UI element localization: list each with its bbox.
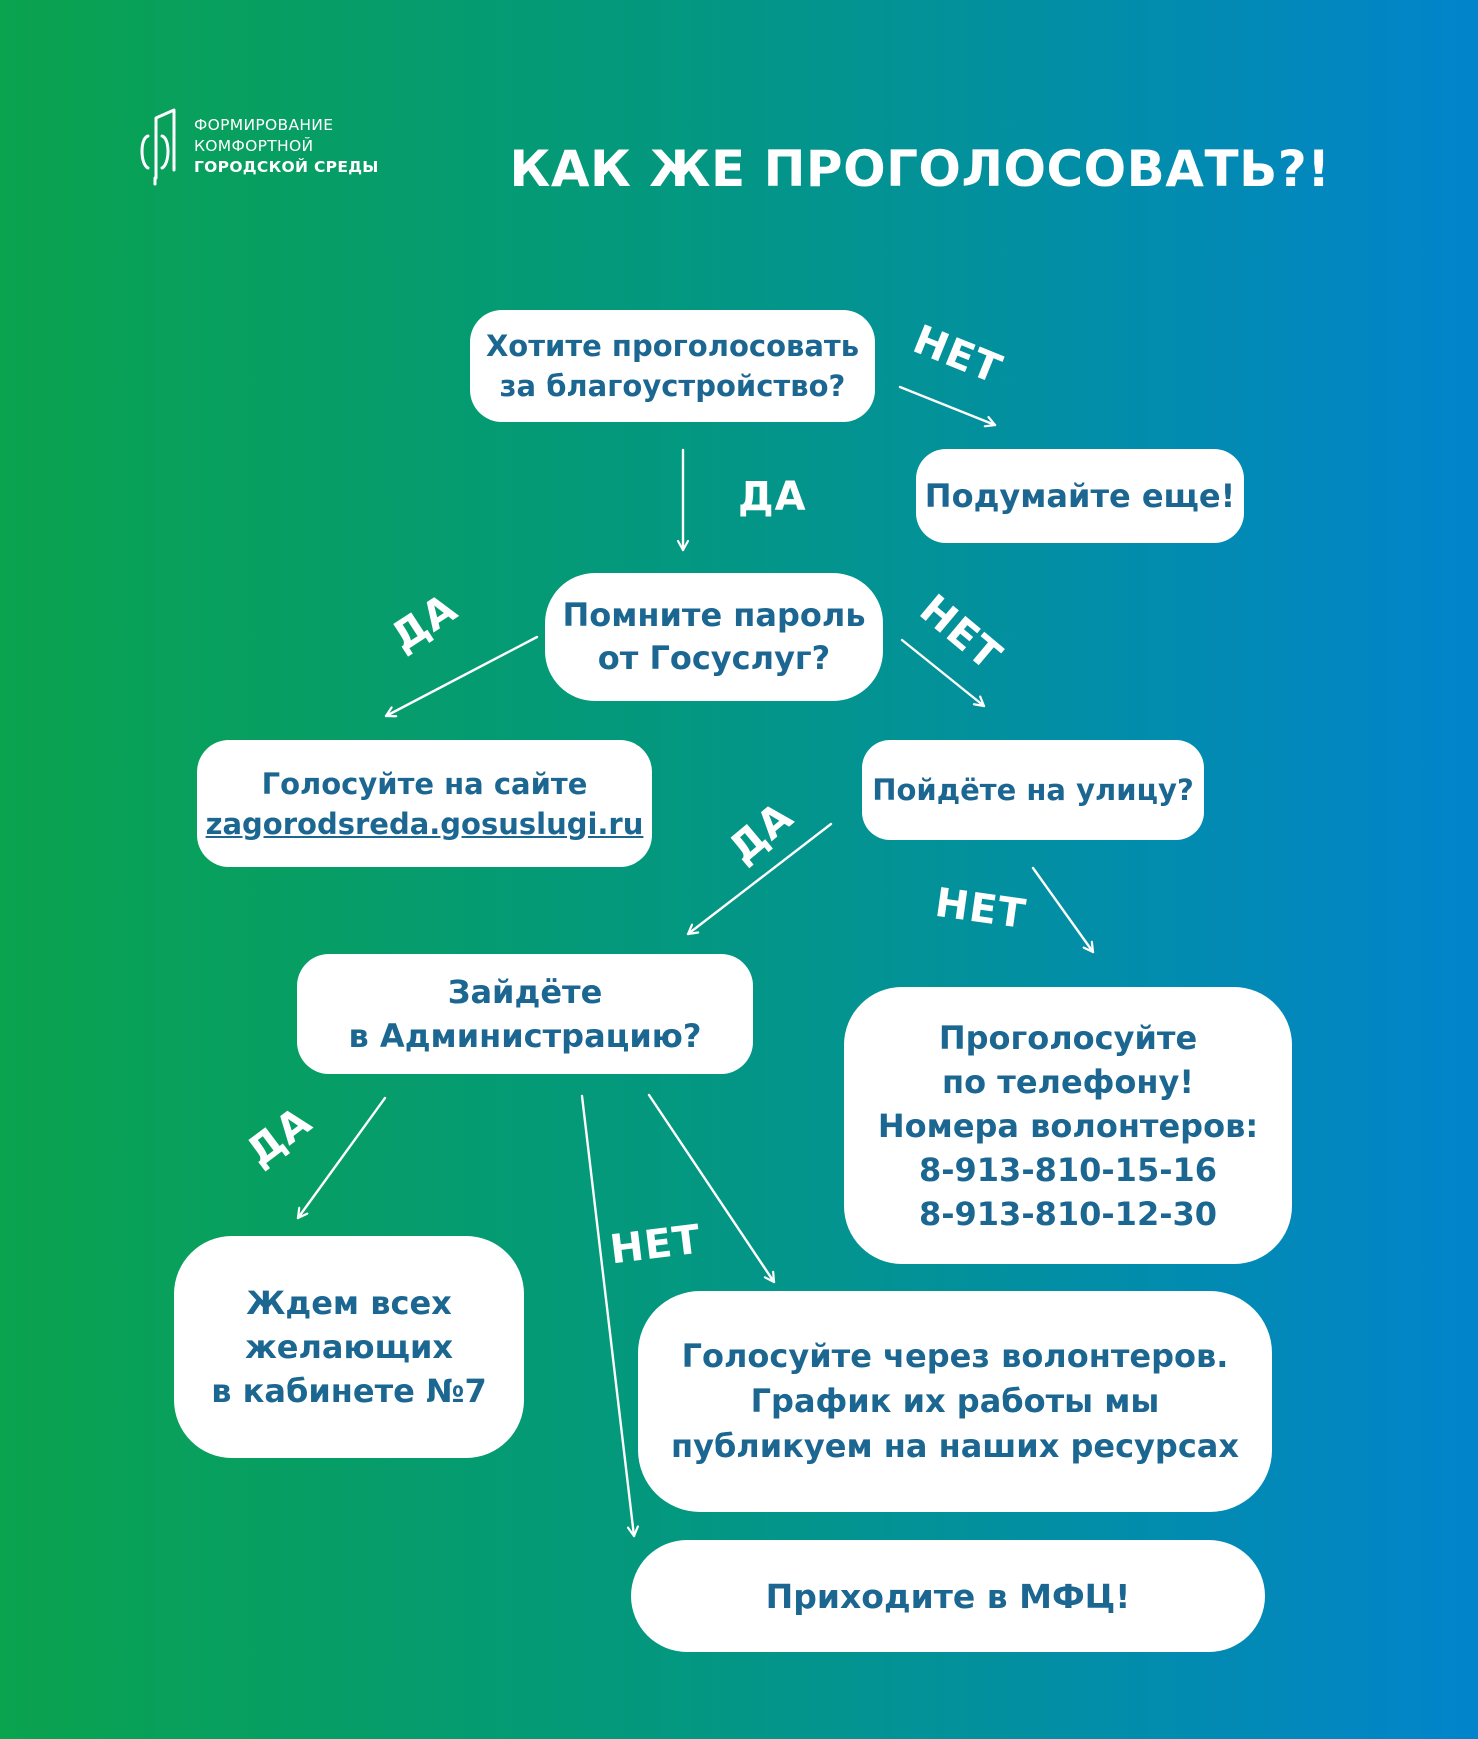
label-no: НЕТ xyxy=(932,879,1029,939)
node-text: Голосуйте на сайте xyxy=(261,766,588,801)
label-no: НЕТ xyxy=(910,586,1011,680)
node-think-again xyxy=(916,449,1244,543)
volunteer-phone: 8-913-810-15-16 xyxy=(918,1150,1218,1189)
node-come-to-mfc xyxy=(631,1540,1265,1652)
node-vote-via-volunteers xyxy=(638,1291,1272,1512)
building-logo-icon xyxy=(136,106,184,186)
node-text: за благоустройство? xyxy=(499,369,846,403)
node-text: по телефону! xyxy=(942,1062,1194,1101)
node-vote-on-site xyxy=(197,740,652,867)
label-yes: ДА xyxy=(720,793,803,873)
node-vote-by-phone xyxy=(844,987,1292,1264)
node-want-to-vote xyxy=(470,310,875,422)
volunteer-phone: 8-913-810-12-30 xyxy=(918,1194,1218,1233)
node-text: Номера волонтеров: xyxy=(877,1106,1259,1145)
node-text: График их работы мы xyxy=(750,1382,1160,1420)
label-yes: ДА xyxy=(238,1097,321,1177)
node-go-outside xyxy=(862,740,1204,840)
gosuslugi-link[interactable]: zagorodsreda.gosuslugi.ru xyxy=(205,806,644,841)
node-text: от Госуслуг? xyxy=(597,639,831,677)
label-yes: ДА xyxy=(738,474,807,520)
page-title: КАК ЖЕ ПРОГОЛОСОВАТЬ?! xyxy=(509,140,1331,198)
node-text: Хотите проголосовать xyxy=(485,329,860,363)
node-visit-administration xyxy=(297,954,753,1074)
node-text: желающих xyxy=(244,1328,454,1366)
label-no: НЕТ xyxy=(906,316,1009,394)
node-text: в кабинете №7 xyxy=(211,1372,487,1410)
node-text: в Администрацию? xyxy=(348,1017,702,1055)
logo-line-2: КОМФОРТНОЙ xyxy=(194,136,314,155)
logo-line-3: ГОРОДСКОЙ СРЕДЫ xyxy=(194,157,379,176)
node-text: Пойдёте на улицу? xyxy=(872,773,1194,807)
node-text: Приходите в МФЦ! xyxy=(765,1576,1131,1616)
logo-line-1: ФОРМИРОВАНИЕ xyxy=(194,115,334,134)
arrow-admin-yes xyxy=(298,1098,385,1218)
node-text: Зайдёте xyxy=(447,973,603,1011)
node-remember-password xyxy=(545,573,883,701)
arrow-vote-no xyxy=(900,387,995,425)
node-text: Ждем всех xyxy=(246,1284,452,1322)
node-wait-cabinet-7 xyxy=(174,1236,524,1458)
arrow-admin-no-mfc xyxy=(582,1096,634,1536)
logo xyxy=(136,106,379,186)
logo-text xyxy=(194,115,379,178)
arrow-street-no xyxy=(1033,868,1093,952)
node-text: Помните пароль xyxy=(562,596,866,634)
node-text: Подумайте еще! xyxy=(924,477,1236,515)
node-text: публикуем на наших ресурсах xyxy=(670,1427,1240,1465)
label-yes: ДА xyxy=(383,585,466,661)
node-text: Проголосуйте xyxy=(938,1018,1198,1057)
node-text: Голосуйте через волонтеров. xyxy=(681,1337,1229,1375)
label-no: НЕТ xyxy=(607,1216,704,1274)
